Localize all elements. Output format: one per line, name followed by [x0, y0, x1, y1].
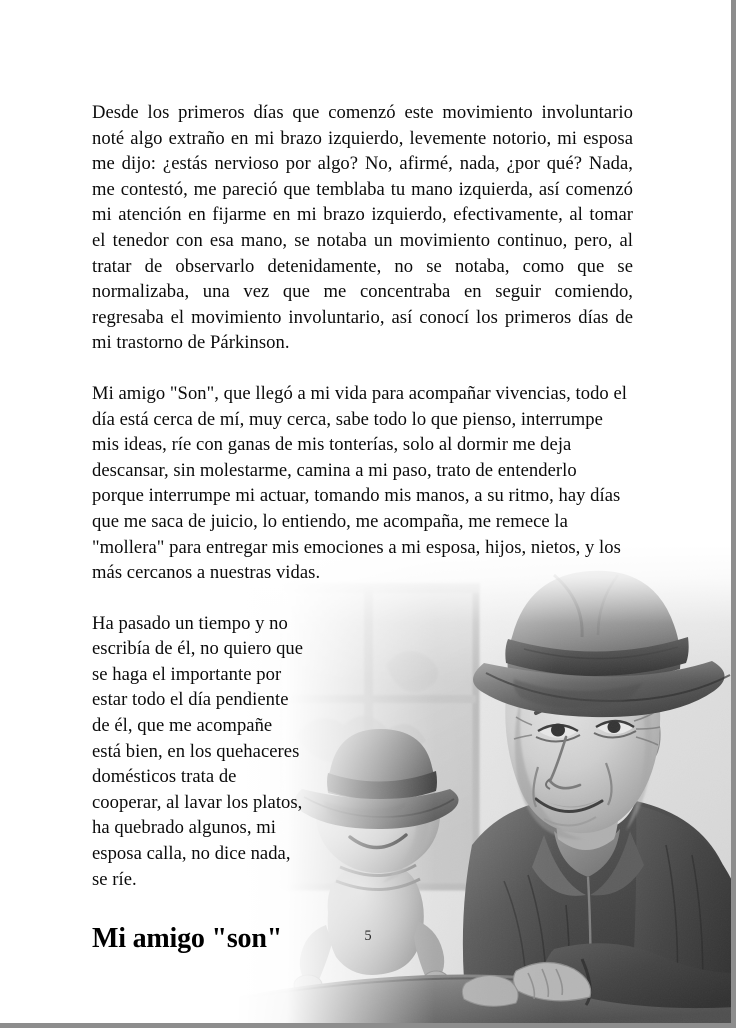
paragraph-gap	[92, 356, 633, 381]
page-edge-bottom	[0, 1023, 736, 1028]
page-text-content	[92, 100, 633, 956]
paragraph-3: Ha pasado un tiempo y no escribía de él, no quiero que se haga el importante por estar todo el día pendiente de él, que me acompañe está bien, en los quehaceres domésticos trata de cooperar, al lavar los platos, ha quebrado algunos, mi esposa calla, no dice nada, se ríe.	[92, 612, 304, 890]
page-edge-right	[731, 0, 736, 1023]
paragraph-2: Mi amigo "Son", que llegó a mi vida para acompañar vivencias, todo el día está cerca de mí, muy cerca, sabe todo lo que pienso, interrumpe mis ideas, ríe con ganas de mis tonterías, solo al dormir me deja descansar, sin molestarme, camina a mi paso, trato de entenderlo porque interrumpe mi actuar, tomando mis manos, a su ritmo, hay días que me saca de juicio, lo entiendo, me acompaña, me remece la "mollera" para entregar mis emociones a mi esposa, hijos, nietos, y los más cercanos a nuestras vidas.	[92, 382, 627, 584]
paragraph-1: Desde los primeros días que comenzó este movimiento involuntario noté algo extraño en mi brazo izquierdo, levemente notorio, mi esposa me dijo: ¿estás nervioso por algo? No, afirmé, nada, ¿por qué? Nada, me contestó, me pareció que temblaba tu mano izquierda, así comenzó mi atención en fijarme en mi brazo izquierdo, efectivamente, al tomar el tenedor con esa mano, se notaba un movimiento continuo, pero, al tratar de observarlo detenidamente, no se notaba, como que se normalizaba, una vez que me concentraba en seguir comiendo, regresaba el movimiento involuntario, así conocí los primeros días de mi trastorno de Párkinson.	[92, 102, 633, 354]
paragraph-gap	[92, 586, 633, 611]
heading-gap	[92, 892, 633, 922]
page-number: 5	[364, 928, 372, 944]
section-heading: Mi amigo "son"	[92, 923, 283, 955]
